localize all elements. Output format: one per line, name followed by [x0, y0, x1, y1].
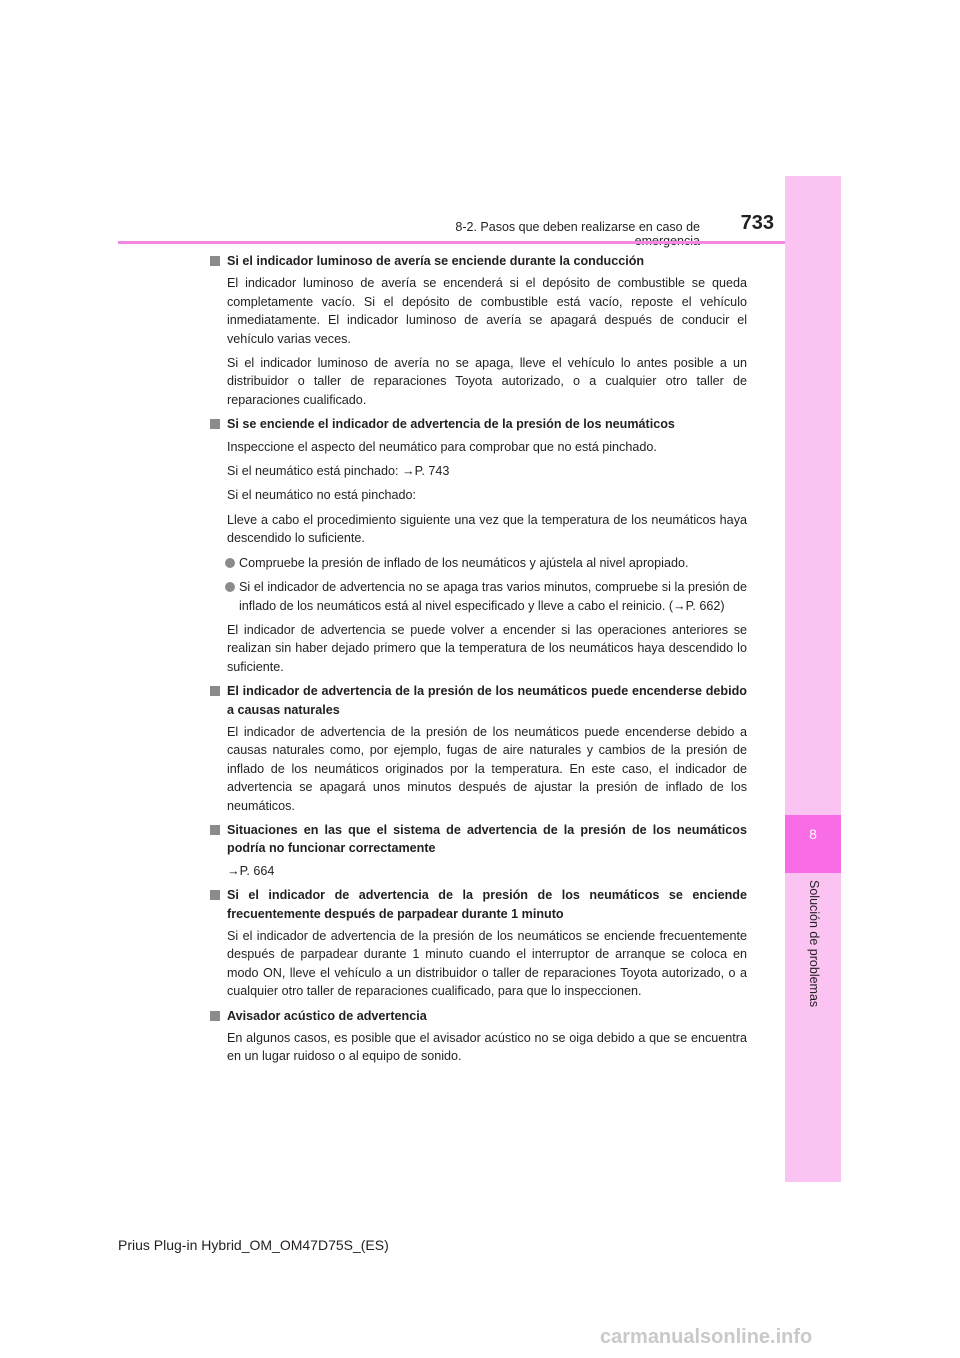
section-heading: Situaciones en las que el sistema de advertencia de la presión de los neumáticos podría no funcionar correctamente [207, 821, 747, 858]
header-divider [118, 241, 785, 244]
section-title: 8-2. Pasos que deben realizarse en caso de [455, 220, 700, 234]
section-malfunction-situations [207, 821, 747, 880]
paragraph: Si el indicador luminoso de avería no se apaga, lleve el vehículo lo antes posible a un distribuidor o taller de reparaciones Toyota autorizado, o a cualquier otro taller de reparaciones cualificado. [227, 356, 747, 407]
section-heading: Si el indicador luminoso de avería se enciende durante la conducción [207, 252, 747, 270]
side-tab-active-chapter [785, 815, 841, 873]
section-heading: Avisador acústico de advertencia [207, 1007, 747, 1025]
section-natural-causes [207, 682, 747, 815]
paragraph-reference: Si el neumático está pinchado: →P. 743 [227, 464, 450, 479]
paragraph: Si el indicador de advertencia de la presión de los neumáticos se enciende frecuentemente después de parpadear durante 1 minuto cuando el interruptor de arranque se coloca en modo ON, lleve el vehículo a un distribuidor o taller de reparaciones Toyota autorizado, o a cualquier otro taller de reparaciones cualificado, para que lo inspeccionen. [227, 929, 747, 999]
paragraph: Lleve a cabo el procedimiento siguiente una vez que la temperatura de los neumáticos haya descendido lo suficiente. [227, 512, 747, 546]
square-bullet-icon [210, 1011, 220, 1021]
footer-manual-id: Prius Plug-in Hybrid_OM_OM47D75S_(ES) [118, 1237, 389, 1253]
paragraph: El indicador luminoso de avería se encenderá si el depósito de combustible se queda completamente vacío. Si el depósito de combustible está vacío, reposte el vehículo inmediatamente. El indicador luminoso de avería se apagará después de conducir el vehículo varias veces. [227, 276, 747, 346]
list-item: Compruebe la presión de inflado de los neumáticos y ajústela al nivel apropiado. [207, 554, 747, 572]
section-warning-buzzer [207, 1007, 747, 1066]
paragraph: Inspeccione el aspecto del neumático para comprobar que no está pinchado. [227, 439, 657, 454]
chapter-number: 8 [809, 826, 817, 842]
paragraph-reference: →P. 664 [227, 863, 275, 878]
section-heading: Si el indicador de advertencia de la presión de los neumáticos se enciende frecuentemente después de parpadear durante 1 minuto [207, 886, 747, 923]
section-mil [207, 252, 747, 409]
round-bullet-icon [225, 558, 235, 568]
round-bullet-icon [225, 582, 235, 592]
square-bullet-icon [210, 890, 220, 900]
watermark: carmanualsonline.info [600, 1326, 813, 1348]
section-frequent-on [207, 886, 747, 1000]
paragraph: El indicador de advertencia se puede volver a encender si las operaciones anteriores se realizan sin haber dejado primero que la temperatura de los neumáticos haya descendido lo suficiente. [227, 622, 747, 674]
paragraph: El indicador de advertencia de la presión de los neumáticos puede encenderse debido a causas naturales como, por ejemplo, fugas de aire naturales y cambios de la presión de inflado de los neumáticos originados por la temperatura. En este caso, el indicador de advertencia se apagará unos minutos después de ajustar la presión de inflado de los neumáticos. [227, 724, 747, 813]
page-number: 733 [740, 212, 774, 234]
paragraph: En algunos casos, es posible que el avisador acústico no se oiga debido a que se encuentra en un lugar ruidoso o al equipo de sonido. [227, 1031, 747, 1064]
list-item: Si el indicador de advertencia no se apaga tras varios minutos, compruebe si la presión de inflado de los neumáticos está al nivel especificado y lleve a cabo el reinicio. (→P. 662) [207, 578, 747, 615]
square-bullet-icon [210, 825, 220, 835]
section-heading: Si se enciende el indicador de advertencia de la presión de los neumáticos [207, 415, 747, 433]
section-heading: El indicador de advertencia de la presión de los neumáticos puede encenderse debido a causas naturales [207, 682, 747, 719]
chapter-title: Solución de problemas [807, 880, 821, 1008]
square-bullet-icon [210, 419, 220, 429]
page-content [207, 252, 747, 1072]
section-tpms-on [207, 415, 747, 676]
paragraph: Si el neumático no está pinchado: [227, 488, 417, 503]
square-bullet-icon [210, 686, 220, 696]
square-bullet-icon [210, 256, 220, 266]
